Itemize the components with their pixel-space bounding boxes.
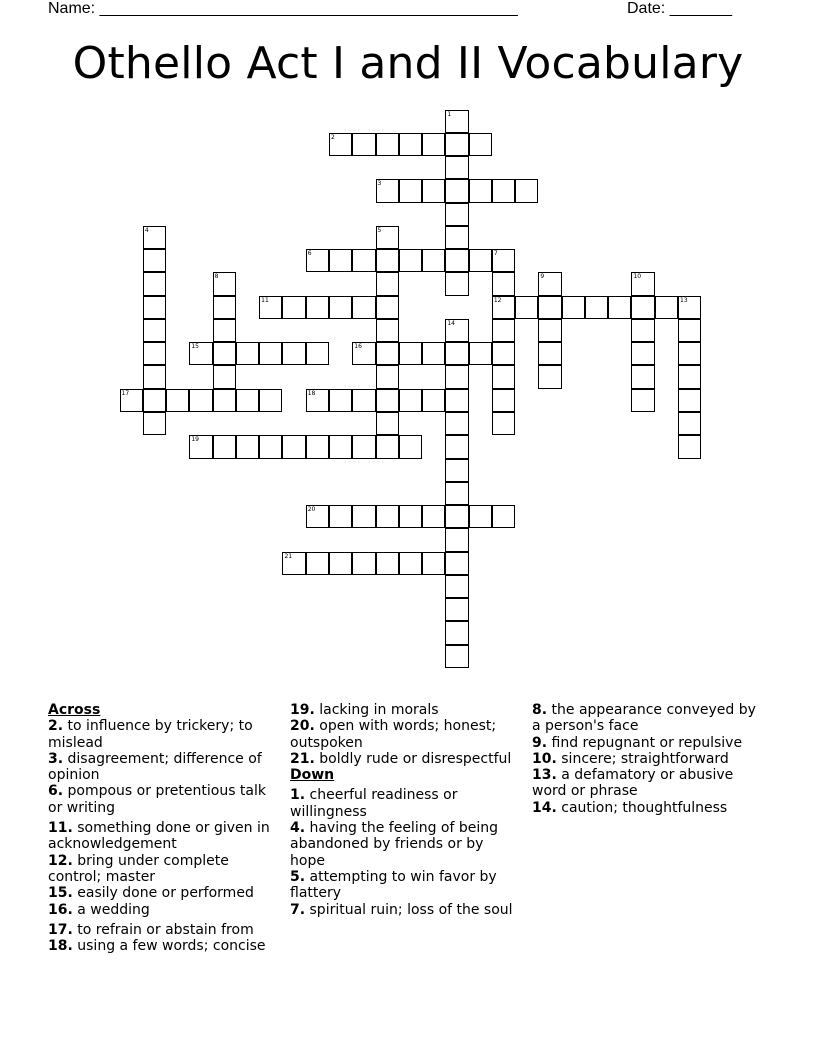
grid-cell[interactable] [445, 482, 468, 505]
grid-cell[interactable] [422, 133, 445, 156]
clues-column-2 [290, 702, 520, 918]
grid-cell[interactable] [492, 412, 515, 435]
grid-cell[interactable] [376, 505, 399, 528]
grid-cell[interactable] [306, 342, 329, 365]
grid-cell[interactable] [352, 249, 375, 272]
grid-cell[interactable] [399, 435, 422, 458]
grid-cell[interactable] [631, 389, 654, 412]
down-heading: Down [290, 767, 335, 784]
grid-cell[interactable] [631, 365, 654, 388]
grid-cell[interactable] [352, 552, 375, 575]
grid-cell[interactable] [236, 342, 259, 365]
clue-number: 9 [540, 273, 545, 281]
grid-cell[interactable] [445, 435, 468, 458]
grid-cell[interactable] [631, 342, 654, 365]
grid-cell[interactable] [213, 296, 236, 319]
grid-cell[interactable] [445, 110, 468, 133]
grid-cell[interactable] [213, 342, 236, 365]
grid-cell[interactable] [282, 435, 305, 458]
clue-across-19: 19. lacking in morals [290, 702, 439, 718]
grid-cell[interactable] [608, 296, 631, 319]
clue-down-10: 10. sincere; straightforward [532, 750, 729, 767]
grid-cell[interactable] [469, 505, 492, 528]
clue-across-15: 15. easily done or performed [48, 885, 254, 902]
clue-number: 1 [447, 110, 452, 118]
clue-across-12: 12. bring under complete control; master [48, 852, 229, 885]
grid-cell[interactable] [329, 505, 352, 528]
clue-across-2: 2. to influence by trickery; to mislead [48, 718, 253, 751]
grid-cell[interactable] [399, 133, 422, 156]
grid-cell[interactable] [445, 319, 468, 342]
clue-down-1: 1. cheerful readiness or willingness [290, 787, 458, 820]
grid-cell[interactable] [376, 412, 399, 435]
grid-cell[interactable] [352, 133, 375, 156]
clue-number: 21 [284, 552, 293, 560]
clue-number: 14 [447, 319, 455, 327]
clue-number: 17 [121, 389, 130, 397]
grid-cell[interactable] [259, 389, 282, 412]
clue-number: 19 [191, 436, 199, 444]
grid-cell[interactable] [259, 296, 282, 319]
grid-cell[interactable] [515, 296, 538, 319]
grid-cell[interactable] [376, 389, 399, 412]
grid-cell[interactable] [143, 296, 166, 319]
grid-cell[interactable] [236, 389, 259, 412]
grid-cell[interactable] [445, 389, 468, 412]
grid-cell[interactable] [445, 645, 468, 668]
grid-cell[interactable] [143, 226, 166, 249]
grid-cell[interactable] [213, 389, 236, 412]
grid-cell[interactable] [445, 621, 468, 644]
grid-cell[interactable] [492, 342, 515, 365]
grid-cell[interactable] [143, 365, 166, 388]
clue-across-17: 17. to refrain or abstain from [48, 921, 254, 938]
clue-number: 8 [214, 273, 219, 281]
grid-cell[interactable] [352, 435, 375, 458]
grid-cell[interactable] [213, 272, 236, 295]
grid-cell[interactable] [469, 342, 492, 365]
grid-cell[interactable] [492, 505, 515, 528]
grid-cell[interactable] [306, 505, 329, 528]
grid-cell[interactable] [515, 179, 538, 202]
grid-cell[interactable] [492, 249, 515, 272]
clue-number: 12 [493, 296, 502, 304]
grid-cell[interactable] [282, 342, 305, 365]
clue-number: 15 [191, 343, 199, 351]
grid-cell[interactable] [445, 552, 468, 575]
grid-cell[interactable] [631, 296, 654, 319]
grid-cell[interactable] [678, 412, 701, 435]
grid-cell[interactable] [445, 412, 468, 435]
grid-cell[interactable] [631, 272, 654, 295]
grid-cell[interactable] [655, 296, 678, 319]
grid-cell[interactable] [492, 319, 515, 342]
grid-cell[interactable] [329, 249, 352, 272]
grid-cell[interactable] [678, 435, 701, 458]
grid-cell[interactable] [143, 272, 166, 295]
clue-across-16: 16. a wedding [48, 901, 150, 918]
clue-across-20: 20. open with words; honest; outspoken [290, 718, 497, 751]
grid-cell[interactable] [259, 342, 282, 365]
clue-number: 6 [307, 250, 312, 258]
grid-cell[interactable] [399, 389, 422, 412]
grid-cell[interactable] [376, 552, 399, 575]
grid-cell[interactable] [213, 365, 236, 388]
grid-cell[interactable] [445, 598, 468, 621]
grid-cell[interactable] [376, 133, 399, 156]
clue-down-9: 9. find repugnant or repulsive [532, 734, 743, 751]
grid-cell[interactable] [422, 505, 445, 528]
grid-cell[interactable] [376, 226, 399, 249]
clue-number: 7 [493, 250, 498, 258]
grid-cell[interactable] [585, 296, 608, 319]
clue-across-3: 3. disagreement; difference of opinion [48, 750, 262, 784]
grid-cell[interactable] [306, 435, 329, 458]
clue-number: 13 [680, 296, 688, 304]
grid-cell[interactable] [678, 296, 701, 319]
clue-number: 3 [377, 180, 382, 188]
grid-cell[interactable] [469, 179, 492, 202]
grid-cell[interactable] [352, 389, 375, 412]
grid-cell[interactable] [678, 342, 701, 365]
grid-cell[interactable] [492, 365, 515, 388]
grid-cell[interactable] [376, 365, 399, 388]
clue-down-7: 7. spiritual ruin; loss of the soul [290, 901, 513, 918]
page-title: Othello Act I and II Vocabulary [72, 38, 744, 89]
grid-cell[interactable] [492, 296, 515, 319]
clue-down-8: 8. the appearance conveyed by a person's face [532, 702, 756, 735]
grid-cell[interactable] [445, 272, 468, 295]
grid-cell[interactable] [352, 342, 375, 365]
clues-column-3 [532, 702, 760, 816]
grid-cell[interactable] [492, 272, 515, 295]
grid-cell[interactable] [352, 505, 375, 528]
grid-cell[interactable] [678, 319, 701, 342]
grid-cell[interactable] [678, 365, 701, 388]
grid-cell[interactable] [445, 505, 468, 528]
clue-number: 2 [330, 133, 335, 141]
grid-cell[interactable] [445, 342, 468, 365]
grid-cell[interactable] [143, 412, 166, 435]
grid-cell[interactable] [376, 179, 399, 202]
grid-cell[interactable] [352, 296, 375, 319]
grid-cell[interactable] [236, 435, 259, 458]
grid-cell[interactable] [445, 575, 468, 598]
clue-number: 10 [633, 273, 642, 281]
grid-cell[interactable] [399, 505, 422, 528]
grid-cell[interactable] [422, 342, 445, 365]
clue-number: 18 [307, 389, 316, 397]
grid-cell[interactable] [213, 435, 236, 458]
grid-cell[interactable] [376, 435, 399, 458]
grid-cell[interactable] [422, 389, 445, 412]
grid-cell[interactable] [306, 296, 329, 319]
clue-across-11: 11. something done or given in acknowledgement [48, 820, 270, 853]
grid-cell[interactable] [376, 319, 399, 342]
clue-number: 4 [144, 226, 149, 234]
grid-cell[interactable] [282, 552, 305, 575]
grid-cell[interactable] [538, 342, 561, 365]
grid-cell[interactable] [306, 249, 329, 272]
clue-down-5: 5. attempting to win favor by flattery [290, 868, 497, 902]
grid-cell[interactable] [143, 319, 166, 342]
grid-cell[interactable] [631, 319, 654, 342]
grid-cell[interactable] [376, 249, 399, 272]
name-field[interactable]: Name: _______________________________________________ [48, 0, 518, 17]
grid-cell[interactable] [399, 552, 422, 575]
clue-number: 20 [307, 506, 316, 514]
grid-cell[interactable] [189, 342, 212, 365]
grid-cell[interactable] [445, 365, 468, 388]
clue-across-6: 6. pompous or pretentious talk or writing [48, 783, 266, 816]
grid-cell[interactable] [445, 203, 468, 226]
grid-cell[interactable] [329, 552, 352, 575]
grid-cell[interactable] [422, 249, 445, 272]
grid-cell[interactable] [259, 435, 282, 458]
grid-cell[interactable] [189, 389, 212, 412]
across-heading: Across [48, 702, 101, 718]
grid-cell[interactable] [445, 459, 468, 482]
grid-cell[interactable] [376, 272, 399, 295]
grid-cell[interactable] [445, 156, 468, 179]
grid-cell[interactable] [562, 296, 585, 319]
clue-number: 5 [377, 226, 382, 234]
clue-down-13: 13. a defamatory or abusive word or phrase [532, 767, 734, 800]
grid-cell[interactable] [213, 319, 236, 342]
date-field[interactable]: Date: _______ [627, 0, 732, 17]
grid-cell[interactable] [166, 389, 189, 412]
grid-cell[interactable] [189, 435, 212, 458]
grid-cell[interactable] [538, 272, 561, 295]
grid-cell[interactable] [422, 552, 445, 575]
grid-cell[interactable] [445, 249, 468, 272]
grid-cell[interactable] [376, 342, 399, 365]
grid-cell[interactable] [445, 179, 468, 202]
clue-number: 16 [354, 343, 362, 351]
grid-cell[interactable] [143, 342, 166, 365]
grid-cell[interactable] [538, 365, 561, 388]
grid-cell[interactable] [492, 389, 515, 412]
grid-cell[interactable] [469, 133, 492, 156]
grid-cell[interactable] [538, 319, 561, 342]
grid-cell[interactable] [329, 389, 352, 412]
clue-across-18: 18. using a few words; concise [48, 938, 266, 955]
grid-cell[interactable] [282, 296, 305, 319]
grid-cell[interactable] [422, 179, 445, 202]
grid-cell[interactable] [445, 133, 468, 156]
clue-down-4: 4. having the feeling of being abandoned by friends or by hope [290, 820, 499, 869]
grid-cell[interactable] [306, 552, 329, 575]
clue-down-14: 14. caution; thoughtfulness [532, 799, 728, 816]
grid-cell[interactable] [678, 389, 701, 412]
grid-cell[interactable] [445, 226, 468, 249]
grid-cell[interactable] [399, 342, 422, 365]
grid-cell[interactable] [329, 133, 352, 156]
grid-cell[interactable] [329, 296, 352, 319]
grid-cell[interactable] [538, 296, 561, 319]
grid-cell[interactable] [120, 389, 143, 412]
clues-column-1 [48, 702, 280, 954]
grid-cell[interactable] [329, 435, 352, 458]
grid-cell[interactable] [143, 389, 166, 412]
grid-cell[interactable] [399, 249, 422, 272]
grid-cell[interactable] [143, 249, 166, 272]
grid-cell[interactable] [445, 528, 468, 551]
grid-cell[interactable] [399, 179, 422, 202]
grid-cell[interactable] [306, 389, 329, 412]
clue-across-21: 21. boldly rude or disrespectful [290, 750, 512, 767]
clue-number: 11 [261, 296, 269, 304]
grid-cell[interactable] [469, 249, 492, 272]
grid-cell[interactable] [492, 179, 515, 202]
grid-cell[interactable] [376, 296, 399, 319]
